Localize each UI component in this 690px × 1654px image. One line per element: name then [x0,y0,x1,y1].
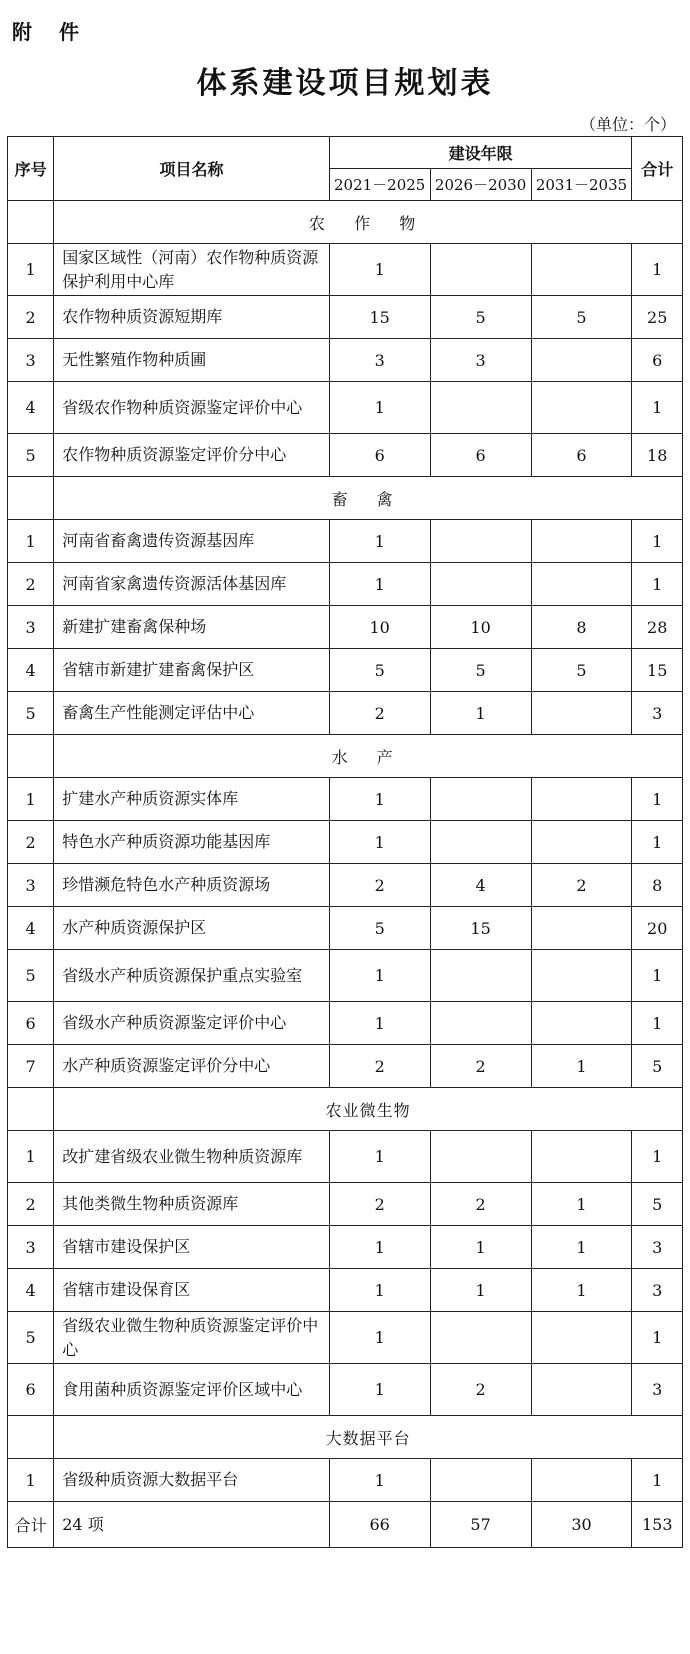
row-name: 河南省家禽遗传资源活体基因库 [54,563,329,606]
section-header-row [8,1088,683,1131]
table-row [8,1312,683,1364]
table-row [8,1131,683,1183]
row-p1: 1 [329,244,430,296]
row-p1: 1 [329,1269,430,1312]
row-seq: 3 [8,606,54,649]
summary-p3: 30 [531,1502,632,1548]
row-seq: 2 [8,821,54,864]
row-p3: 5 [531,296,632,339]
row-p1: 2 [329,1183,430,1226]
row-p2 [430,950,531,1002]
row-p3 [531,821,632,864]
summary-seq: 合计 [8,1502,54,1548]
row-name: 农作物种质资源鉴定评价分中心 [54,434,329,477]
row-seq: 5 [8,434,54,477]
section-blank-cell [8,735,54,778]
row-name: 国家区域性（河南）农作物种质资源保护利用中心库 [54,244,329,296]
row-p1: 1 [329,1364,430,1416]
row-name: 省辖市新建扩建畜禽保护区 [54,649,329,692]
row-p2: 4 [430,864,531,907]
section-title: 畜 禽 [54,477,683,520]
table-row [8,907,683,950]
row-name: 省辖市建设保育区 [54,1269,329,1312]
table-row [8,1459,683,1502]
row-p1: 1 [329,563,430,606]
row-p1: 3 [329,339,430,382]
row-total: 25 [632,296,683,339]
row-seq: 7 [8,1045,54,1088]
row-p1: 1 [329,382,430,434]
table-row [8,821,683,864]
row-total: 1 [632,382,683,434]
section-header-row [8,477,683,520]
row-name: 改扩建省级农业微生物种质资源库 [54,1131,329,1183]
row-p3 [531,950,632,1002]
summary-total: 153 [632,1502,683,1548]
row-total: 1 [632,778,683,821]
row-name: 无性繁殖作物种质圃 [54,339,329,382]
row-p3: 1 [531,1269,632,1312]
table-row [8,1364,683,1416]
row-p1: 15 [329,296,430,339]
row-total: 20 [632,907,683,950]
row-p1: 1 [329,1459,430,1502]
col-header-period: 建设年限 [329,137,632,169]
section-blank-cell [8,1088,54,1131]
row-total: 3 [632,1226,683,1269]
section-title: 农业微生物 [54,1088,683,1131]
row-name: 食用菌种质资源鉴定评价区域中心 [54,1364,329,1416]
row-p2: 5 [430,649,531,692]
section-header-row [8,1416,683,1459]
row-name: 省辖市建设保护区 [54,1226,329,1269]
row-p3: 6 [531,434,632,477]
row-name: 扩建水产种质资源实体库 [54,778,329,821]
row-p3 [531,339,632,382]
row-seq: 6 [8,1002,54,1045]
row-name: 农作物种质资源短期库 [54,296,329,339]
row-p2 [430,244,531,296]
section-header-row [8,201,683,244]
row-name: 省级水产种质资源鉴定评价中心 [54,1002,329,1045]
table-row [8,520,683,563]
row-p2 [430,1459,531,1502]
row-p1: 2 [329,1045,430,1088]
row-seq: 4 [8,382,54,434]
row-total: 3 [632,1364,683,1416]
row-p3: 5 [531,649,632,692]
table-row [8,692,683,735]
row-p2 [430,821,531,864]
row-name: 畜禽生产性能测定评估中心 [54,692,329,735]
row-seq: 5 [8,692,54,735]
row-p1: 1 [329,1312,430,1364]
row-seq: 3 [8,339,54,382]
table-row [8,1002,683,1045]
col-header-seq: 序号 [8,137,54,201]
col-header-total: 合计 [632,137,683,201]
row-seq: 4 [8,1269,54,1312]
row-p1: 6 [329,434,430,477]
row-p3 [531,382,632,434]
summary-p2: 57 [430,1502,531,1548]
row-seq: 3 [8,864,54,907]
row-p3 [531,244,632,296]
section-title: 农 作 物 [54,201,683,244]
table-row [8,649,683,692]
row-p2 [430,778,531,821]
col-header-p2: 2026－2030 [430,169,531,201]
row-p1: 1 [329,1002,430,1045]
row-total: 3 [632,1269,683,1312]
row-p2: 10 [430,606,531,649]
row-p2: 5 [430,296,531,339]
table-body [8,201,683,1502]
section-title: 水 产 [54,735,683,778]
row-p3 [531,907,632,950]
page-title: 体系建设项目规划表 [196,66,494,101]
row-total: 28 [632,606,683,649]
row-p3 [531,563,632,606]
row-total: 1 [632,1312,683,1364]
table-row [8,382,683,434]
row-p3 [531,692,632,735]
table-row [8,296,683,339]
row-p1: 1 [329,821,430,864]
row-p1: 1 [329,778,430,821]
row-name: 特色水产种质资源功能基因库 [54,821,329,864]
row-seq: 1 [8,778,54,821]
row-total: 5 [632,1183,683,1226]
row-total: 3 [632,692,683,735]
row-seq: 1 [8,520,54,563]
row-p2: 1 [430,1269,531,1312]
row-p2 [430,520,531,563]
row-total: 1 [632,821,683,864]
unit-note: （单位：个） [579,115,676,134]
row-p1: 5 [329,907,430,950]
row-seq: 6 [8,1364,54,1416]
table-row [8,1269,683,1312]
row-total: 1 [632,1002,683,1045]
summary-p1: 66 [329,1502,430,1548]
table-row [8,1226,683,1269]
section-header-row [8,735,683,778]
row-p3: 2 [531,864,632,907]
row-name: 珍惜濒危特色水产种质资源场 [54,864,329,907]
row-p2 [430,563,531,606]
row-seq: 1 [8,1131,54,1183]
col-header-name: 项目名称 [54,137,329,201]
row-p1: 2 [329,692,430,735]
summary-name: 24 项 [54,1502,329,1548]
row-name: 省级农业微生物种质资源鉴定评价中心 [54,1312,329,1364]
row-p2 [430,1312,531,1364]
row-p2 [430,1131,531,1183]
row-p2: 2 [430,1045,531,1088]
row-name: 水产种质资源保护区 [54,907,329,950]
row-seq: 2 [8,1183,54,1226]
row-p2: 1 [430,1226,531,1269]
row-name: 河南省畜禽遗传资源基因库 [54,520,329,563]
row-p2 [430,382,531,434]
row-seq: 3 [8,1226,54,1269]
row-p1: 5 [329,649,430,692]
row-p1: 1 [329,520,430,563]
row-total: 1 [632,520,683,563]
row-p3: 1 [531,1183,632,1226]
row-p3 [531,1131,632,1183]
table-row [8,1045,683,1088]
row-name: 新建扩建畜禽保种场 [54,606,329,649]
table-row [8,950,683,1002]
row-seq: 1 [8,244,54,296]
row-seq: 1 [8,1459,54,1502]
row-total: 5 [632,1045,683,1088]
section-blank-cell [8,1416,54,1459]
row-p3 [531,520,632,563]
row-seq: 5 [8,950,54,1002]
row-name: 省级农作物种质资源鉴定评价中心 [54,382,329,434]
row-total: 8 [632,864,683,907]
row-name: 省级水产种质资源保护重点实验室 [54,950,329,1002]
row-total: 1 [632,563,683,606]
row-total: 1 [632,1131,683,1183]
row-p2: 2 [430,1364,531,1416]
row-p3: 8 [531,606,632,649]
col-header-p1: 2021－2025 [329,169,430,201]
row-p2: 2 [430,1183,531,1226]
row-total: 15 [632,649,683,692]
table-row [8,434,683,477]
row-seq: 2 [8,563,54,606]
row-name: 其他类微生物种质资源库 [54,1183,329,1226]
table-row [8,339,683,382]
row-p1: 1 [329,950,430,1002]
row-total: 1 [632,950,683,1002]
summary-row [8,1502,683,1548]
row-p2 [430,1002,531,1045]
section-blank-cell [8,477,54,520]
col-header-p3: 2031－2035 [531,169,632,201]
row-p2: 6 [430,434,531,477]
row-total: 1 [632,244,683,296]
row-name: 水产种质资源鉴定评价分中心 [54,1045,329,1088]
row-total: 18 [632,434,683,477]
row-p2: 1 [430,692,531,735]
row-total: 6 [632,339,683,382]
row-p3: 1 [531,1045,632,1088]
table-row [8,244,683,296]
section-title: 大数据平台 [54,1416,683,1459]
table-row [8,1183,683,1226]
row-p1: 1 [329,1131,430,1183]
row-p1: 1 [329,1226,430,1269]
section-blank-cell [8,201,54,244]
row-p3 [531,1364,632,1416]
table-row [8,864,683,907]
row-p3 [531,1002,632,1045]
table-row [8,606,683,649]
row-p3 [531,1312,632,1364]
row-total: 1 [632,1459,683,1502]
row-p3: 1 [531,1226,632,1269]
row-p2: 15 [430,907,531,950]
row-p1: 2 [329,864,430,907]
row-seq: 4 [8,649,54,692]
table-row [8,778,683,821]
row-p2: 3 [430,339,531,382]
row-seq: 2 [8,296,54,339]
project-plan-table [7,136,683,1548]
row-p3 [531,1459,632,1502]
row-p1: 10 [329,606,430,649]
row-name: 省级种质资源大数据平台 [54,1459,329,1502]
table-row [8,563,683,606]
row-p3 [531,778,632,821]
row-seq: 5 [8,1312,54,1364]
attachment-label: 附 件 [12,20,89,44]
row-seq: 4 [8,907,54,950]
